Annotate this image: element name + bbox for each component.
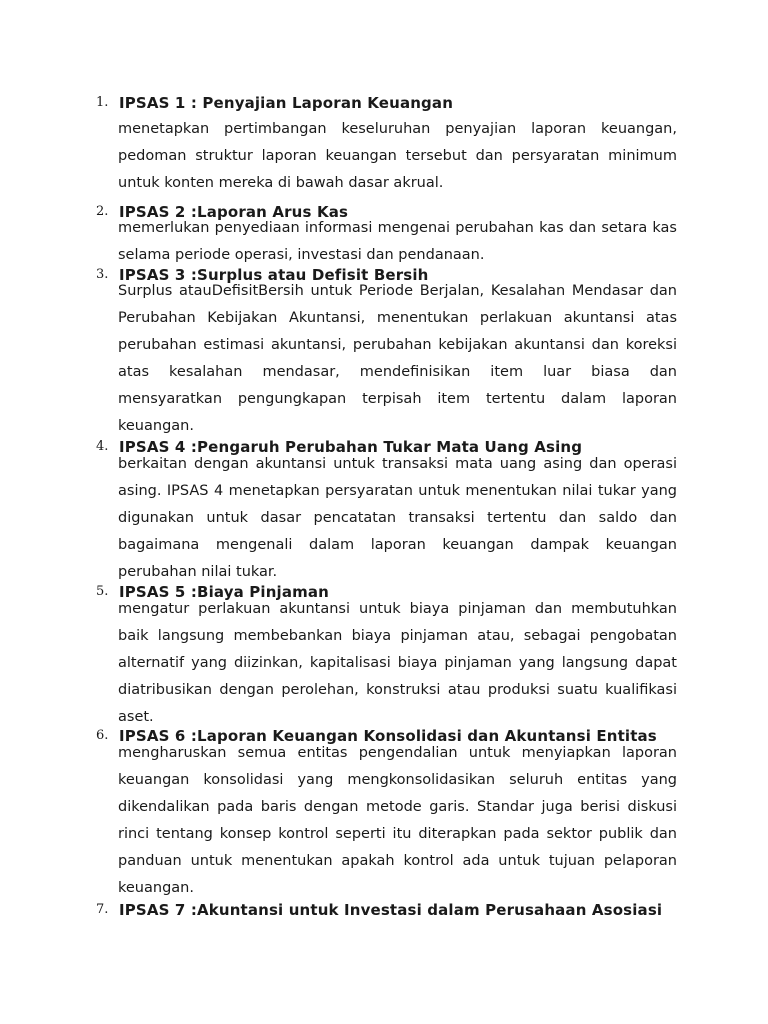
list-item-body: menetapkan pertimbangan keseluruhan penyajian laporan keuangan, pedoman struktur laporan keuangan tersebut dan persyaratan minimum untuk konten mereka di bawah dasar akrual. xyxy=(118,121,677,191)
list-item-title: IPSAS 2 :Laporan Arus Kas xyxy=(119,203,349,221)
list-item-title: IPSAS 3 :Surplus atau Defisit Bersih xyxy=(119,266,429,284)
list-item-title: IPSAS 7 :Akuntansi untuk Investasi dalam Perusahaan Asosiasi xyxy=(119,901,663,919)
list-item-title: IPSAS 6 :Laporan Keuangan Konsolidasi dan Akuntansi Entitas xyxy=(119,727,657,745)
list-number: 1. xyxy=(96,95,109,110)
list-item-body: memerlukan penyediaan informasi mengenai perubahan kas dan setara kas selama periode operasi, investasi dan pendanaan. xyxy=(118,220,677,263)
list-item-title: IPSAS 5 :Biaya Pinjaman xyxy=(119,583,329,601)
list-number: 5. xyxy=(96,584,109,599)
list-number: 3. xyxy=(96,267,109,282)
list-item-body: mengatur perlakuan akuntansi untuk biaya pinjaman dan membutuhkan baik langsung membebankan biaya pinjaman atau, sebagai pengobatan alternatif yang diizinkan, kapitalisasi biaya pinjaman yang langsung dapat diatribusikan dengan perolehan, konstruksi atau produksi suatu kualifikasi aset. xyxy=(118,601,677,725)
list-item-title: IPSAS 4 :Pengaruh Perubahan Tukar Mata Uang Asing xyxy=(119,438,583,456)
list-number: 6. xyxy=(96,728,109,743)
list-item-body: Surplus atauDefisitBersih untuk Periode Berjalan, Kesalahan Mendasar dan Perubahan Kebijakan Akuntansi, menentukan perlakuan akuntansi atas perubahan estimasi akuntansi, perubahan kebijakan akuntansi dan koreksi atas kesalahan mendasar, mendefinisikan item luar biasa dan mensyaratkan pengungkapan terpisah item tertentu dalam laporan keuangan. xyxy=(118,283,677,434)
list-item-body: berkaitan dengan akuntansi untuk transaksi mata uang asing dan operasi asing. IPSAS 4 menetapkan persyaratan untuk menentukan nilai tukar yang digunakan untuk dasar pencatatan transaksi tertentu dan saldo dan bagaimana mengenali dalam laporan keuangan dampak keuangan perubahan nilai tukar. xyxy=(118,456,677,580)
list-item-body: mengharuskan semua entitas pengendalian untuk menyiapkan laporan keuangan konsolidasi yang mengkonsolidasikan seluruh entitas yang dikendalikan pada baris dengan metode garis. Standar juga berisi diskusi rinci tentang konsep kontrol seperti itu diterapkan pada sektor publik dan panduan untuk menentukan apakah kontrol ada untuk tujuan pelaporan keuangan. xyxy=(118,745,677,896)
list-item-title: IPSAS 1 : Penyajian Laporan Keuangan xyxy=(119,94,454,112)
list-number: 7. xyxy=(96,902,109,917)
list-number: 2. xyxy=(96,204,109,219)
list-number: 4. xyxy=(96,439,109,454)
